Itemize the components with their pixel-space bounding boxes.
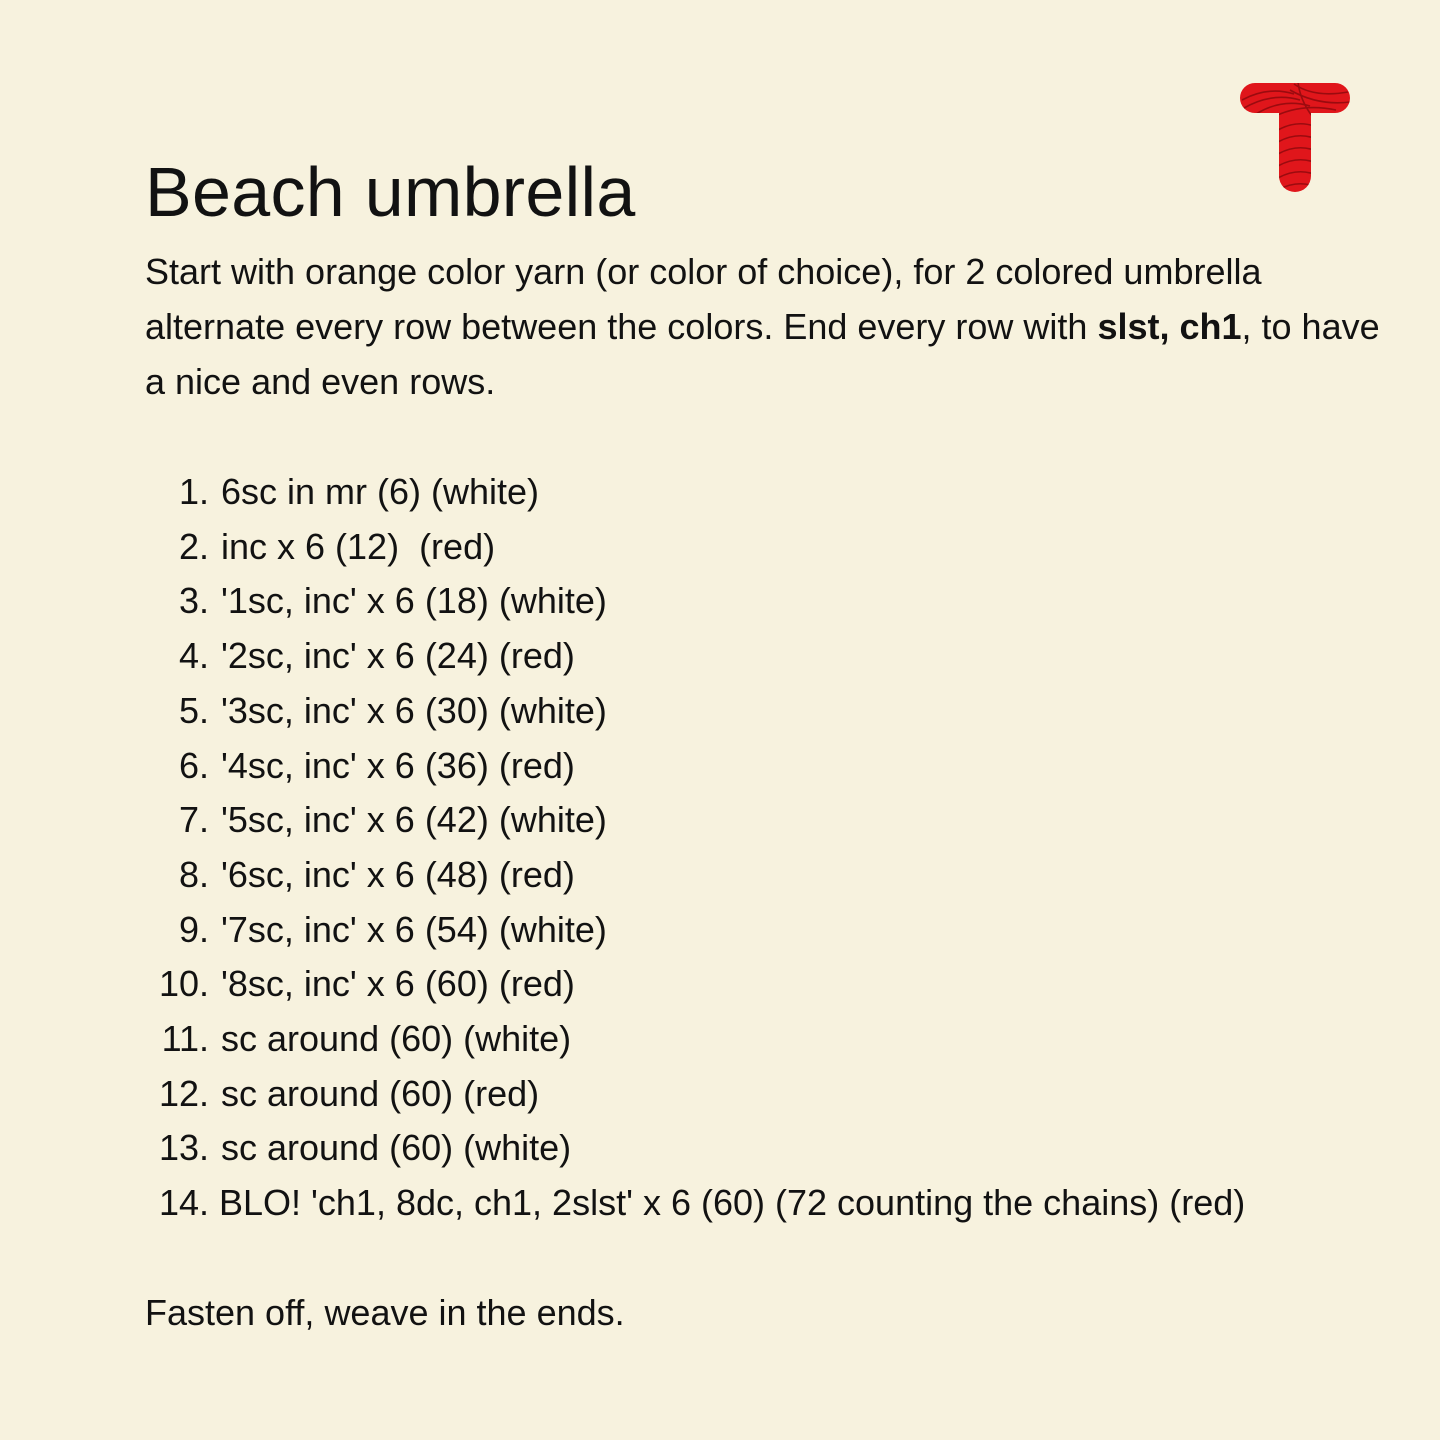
row-number: 8.: [178, 853, 209, 895]
intro-text-start: Start with orange color yarn (or color of choice), for 2 colored umbrella alternate every row between the colors. End every row with: [145, 251, 1262, 347]
list-item: [145, 465, 1385, 520]
row-text: sc around (60) (white): [221, 1127, 572, 1169]
row-number: 5.: [178, 689, 209, 731]
intro-text-end: , to have a nice and even rows.: [145, 306, 1380, 402]
row-number: 12.: [158, 1072, 209, 1114]
row-text: '3sc, inc' x 6 (30) (white): [221, 689, 607, 731]
row-text: '1sc, inc' x 6 (18) (white): [221, 580, 607, 622]
list-item: [145, 1012, 1385, 1067]
row-number: 11.: [161, 1018, 209, 1060]
intro-bold-text: slst, ch1: [1097, 306, 1242, 347]
row-text: '8sc, inc' x 6 (60) (red): [221, 963, 575, 1005]
row-number: 1.: [178, 471, 209, 512]
list-item: [145, 957, 1385, 1012]
row-number: 9.: [178, 908, 209, 950]
list-item: [145, 1067, 1385, 1122]
row-text: '4sc, inc' x 6 (36) (red): [221, 744, 575, 786]
list-item: [145, 520, 1385, 575]
list-item: [145, 629, 1385, 684]
row-text: '5sc, inc' x 6 (42) (white): [221, 799, 607, 841]
row-text: '7sc, inc' x 6 (54) (white): [221, 908, 607, 950]
row-text: 6sc in mr (6) (white): [221, 471, 540, 512]
intro-paragraph: [145, 244, 1385, 409]
list-item: [145, 1121, 1385, 1176]
list-item: [145, 1176, 1385, 1231]
pattern-rows-list: [145, 465, 1385, 1231]
row-number: 2.: [178, 525, 209, 567]
row-number: 6.: [178, 744, 209, 786]
outro-paragraph: Fasten off, weave in the ends.: [145, 1291, 625, 1333]
list-item: [145, 739, 1385, 794]
row-number: 10.: [158, 963, 209, 1005]
list-item: [145, 848, 1385, 903]
pattern-content: [145, 150, 1385, 1340]
row-text: BLO! 'ch1, 8dc, ch1, 2slst' x 6 (60) (72 counting the chains) (red): [219, 1182, 1246, 1224]
list-item: [145, 793, 1385, 848]
list-item: [145, 684, 1385, 739]
row-number: 14.: [158, 1182, 209, 1224]
row-text: sc around (60) (red): [221, 1072, 540, 1114]
row-number: 3.: [178, 580, 209, 622]
list-item: [145, 574, 1385, 629]
row-text: '2sc, inc' x 6 (24) (red): [221, 635, 575, 677]
page-title: Beach umbrella: [145, 153, 636, 231]
row-number: 7.: [178, 799, 209, 841]
row-number: 13.: [158, 1127, 209, 1169]
row-text: inc x 6 (12) (red): [221, 525, 496, 567]
row-text: sc around (60) (white): [221, 1018, 572, 1060]
list-item: [145, 903, 1385, 958]
row-number: 4.: [178, 635, 209, 677]
row-text: '6sc, inc' x 6 (48) (red): [221, 853, 575, 895]
